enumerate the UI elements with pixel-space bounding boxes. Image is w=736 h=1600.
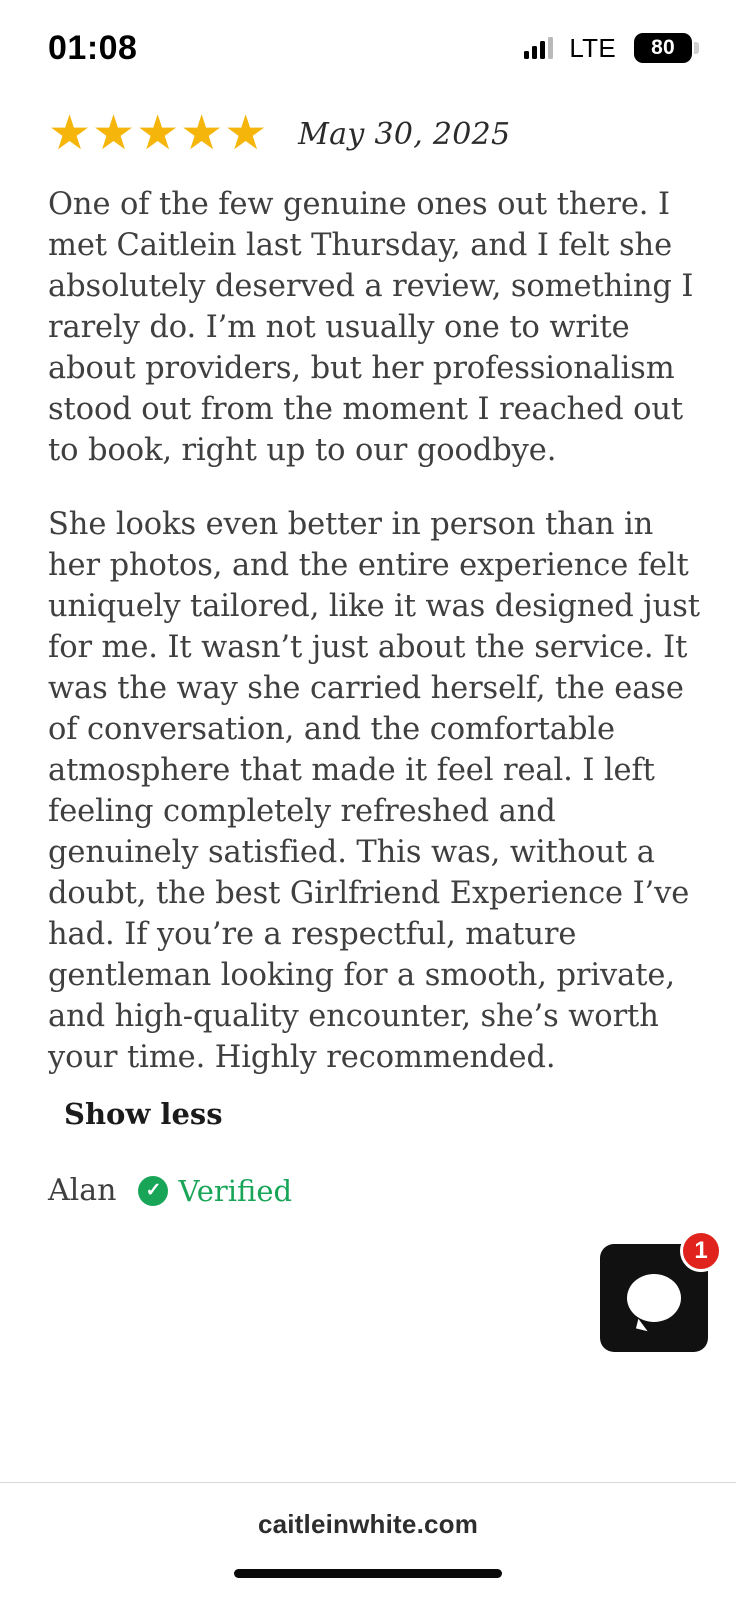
review-body xyxy=(48,184,706,1078)
browser-address-bar[interactable] xyxy=(0,1482,736,1600)
verified-label: Verified xyxy=(178,1173,293,1208)
status-bar xyxy=(0,0,736,96)
review-header xyxy=(48,96,706,158)
status-badge xyxy=(138,1174,292,1208)
review-paragraph: One of the few genuine ones out there. I met Caitlein last Thursday, and I felt she absolutely deserved a review, something I rarely do. I’m not usually one to write about providers, but her professionalism stood out from the moment I reached out to book, right up to our goodbye. xyxy=(48,187,694,468)
review-paragraph: She looks even better in person than in her photos, and the entire experience felt uniquely tailored, like it was designed just for me. It wasn’t just about the service. It was the way she carried herself, the ease of conversation, and the comfortable atmosphere that made it feel real. I left feeling completely refreshed and genuinely satisfied. This was, without a doubt, the best Girlfriend Experience I’ve had. If you’re a respectful, mature gentleman looking for a smooth, private, and high-quality encounter, she’s worth your time. Highly recommended. xyxy=(48,507,700,1075)
status-indicators xyxy=(524,33,692,64)
home-indicator[interactable] xyxy=(234,1569,502,1578)
site-url-label[interactable]: caitleinwhite.com xyxy=(257,1509,479,1539)
review-date: May 30, 2025 xyxy=(298,116,511,152)
chat-widget-button[interactable] xyxy=(600,1237,708,1352)
verified-check-icon: ✓ xyxy=(138,1176,168,1206)
reviewer-row xyxy=(48,1173,706,1208)
chat-unread-badge: 1 xyxy=(680,1230,722,1272)
review-card xyxy=(0,96,736,1482)
star-rating-icon: ★★★★★ xyxy=(48,107,269,160)
battery-nub xyxy=(694,42,699,54)
battery-icon xyxy=(634,33,692,63)
chat-bubble-icon xyxy=(627,1274,681,1322)
battery-percent-label: 80 xyxy=(651,36,675,59)
network-type-label: LTE xyxy=(569,32,616,63)
show-less-button[interactable]: Show less xyxy=(64,1097,223,1131)
cellular-signal-icon xyxy=(524,37,553,59)
reviewer-name: Alan xyxy=(48,1173,117,1208)
status-time: 01:08 xyxy=(48,28,138,67)
